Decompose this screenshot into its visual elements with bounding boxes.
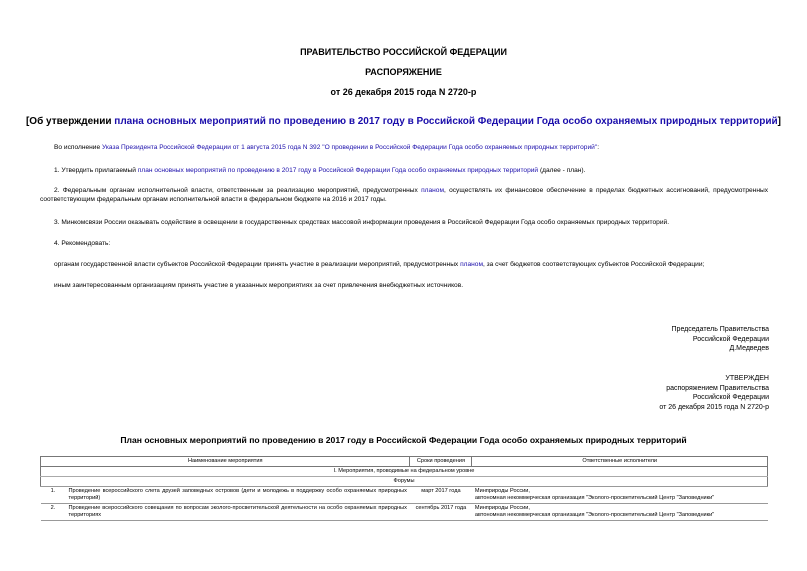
p2-text-post: , осуществлять их финансовое обеспечение в пределах бюджетных ассигнований, предусмотренных соответствующим федеральным органам исполнительной власти в федеральном бюджете на 2016 и 2017 годы. xyxy=(40,187,768,203)
row-activity: Проведение всероссийского слета друзей заповедных островов (дети и молодежь в поддержку особо охраняемых природных территорий) xyxy=(65,487,409,504)
p4a-text-pre: органам государственной власти субъектов Российской Федерации принять участие в реализации мероприятий, предусмотренных xyxy=(54,261,461,268)
intro-text-pre: Во исполнение xyxy=(54,144,102,151)
approved-block xyxy=(659,374,769,412)
section-heading: I. Мероприятия, проводимые на федеральном уровне xyxy=(41,467,768,477)
document-date-number: от 26 декабря 2015 года N 2720-р xyxy=(330,87,477,97)
signature-position: Председатель Правительства xyxy=(671,326,769,333)
document-title xyxy=(0,116,807,127)
plan-link-p2[interactable]: планом xyxy=(421,187,444,194)
table-row xyxy=(41,504,768,521)
row-number: 1. xyxy=(41,487,66,504)
approved-by: распоряжением Правительства xyxy=(666,384,769,392)
paragraph-4b: иным заинтересованным организациям принять участие в указанных мероприятиях за счет привлечения внебюджетных источников. xyxy=(54,282,464,289)
subsection-heading: Форумы xyxy=(41,477,768,487)
paragraph-4: 4. Рекомендовать: xyxy=(54,240,111,247)
paragraph-4a xyxy=(54,261,704,270)
paragraph-intro xyxy=(54,144,599,153)
signature-block xyxy=(672,325,769,354)
paragraph-1 xyxy=(54,167,585,176)
row-number: 2. xyxy=(41,504,66,521)
document-type: РАСПОРЯЖЕНИЕ xyxy=(365,67,442,77)
p2-text-pre: 2. Федеральным органам исполнительной власти, ответственным за реализацию мероприятий, предусмотренных xyxy=(54,187,422,194)
signature-org: Российской Федерации xyxy=(692,335,769,343)
row-responsible xyxy=(472,487,768,504)
approved-label: УТВЕРЖДЕН xyxy=(725,375,769,382)
row-responsible-1: Минприроды России, xyxy=(474,505,530,511)
title-close: ] xyxy=(777,116,782,127)
column-header-name: Наименование мероприятия xyxy=(41,457,410,467)
row-activity: Проведение всероссийского совещания по вопросам эколого-просветительской деятельности на особо охраняемых природных территориях xyxy=(65,504,409,521)
plan-title: План основных мероприятий по проведению в 2017 году в Российской Федерации Года особо охраняемых природных территорий xyxy=(120,435,687,445)
title-open: [Об утверждении xyxy=(25,116,115,127)
approved-date: от 26 декабря 2015 года N 2720-р xyxy=(659,403,769,411)
row-responsible-1: Минприроды России, xyxy=(474,488,530,494)
subsection-row xyxy=(41,477,768,487)
p1-text-pre: 1. Утвердить прилагаемый xyxy=(54,167,138,174)
approved-org: Российской Федерации xyxy=(692,394,769,401)
row-deadline: сентябрь 2017 года xyxy=(410,504,472,521)
row-responsible xyxy=(472,504,768,521)
intro-text-post: : xyxy=(597,144,600,151)
table-row xyxy=(41,487,768,504)
column-header-responsible: Ответственные исполнители xyxy=(472,457,768,467)
p1-text-post: (далее - план). xyxy=(538,167,586,174)
row-responsible-2: автономная некоммерческая организация "Эколого-просветительский Центр "Заповедники" xyxy=(474,512,715,518)
section-row xyxy=(41,467,768,477)
signature-name: Д.Медведев xyxy=(729,345,769,352)
paragraph-2 xyxy=(40,187,768,204)
paragraph-3: 3. Минкомсвязи России оказывать содействие в освещении в государственных средствах массовой информации проведения в Российской Федерации Года особо охраняемых природных территорий. xyxy=(54,219,670,226)
presidential-decree-link[interactable]: Указа Президента Российской Федерации от 1 августа 2015 года N 392 "О проведении в Российской Федерации Года особо охраняемых природных территорий" xyxy=(101,144,598,151)
column-header-deadline: Сроки проведения xyxy=(410,457,472,467)
title-plan-link[interactable]: плана основных мероприятий по проведению в 2017 году в Российской Федерации Года особо охраняемых природных территорий xyxy=(114,116,778,127)
government-heading: ПРАВИТЕЛЬСТВО РОССИЙСКОЙ ФЕДЕРАЦИИ xyxy=(300,47,507,57)
plan-link-p1[interactable]: план основных мероприятий по проведению в 2017 году в Российской Федерации Года особо охраняемых природных территорий xyxy=(137,167,539,174)
plan-table xyxy=(40,456,768,521)
row-responsible-2: автономная некоммерческая организация "Эколого-просветительский Центр "Заповедники" xyxy=(474,495,715,501)
table-header-row xyxy=(41,457,768,467)
plan-link-p4a[interactable]: планом xyxy=(460,261,483,268)
p4a-text-post: , за счет бюджетов соответствующих субъектов Российской Федерации; xyxy=(483,261,705,268)
row-deadline: март 2017 года xyxy=(410,487,472,504)
